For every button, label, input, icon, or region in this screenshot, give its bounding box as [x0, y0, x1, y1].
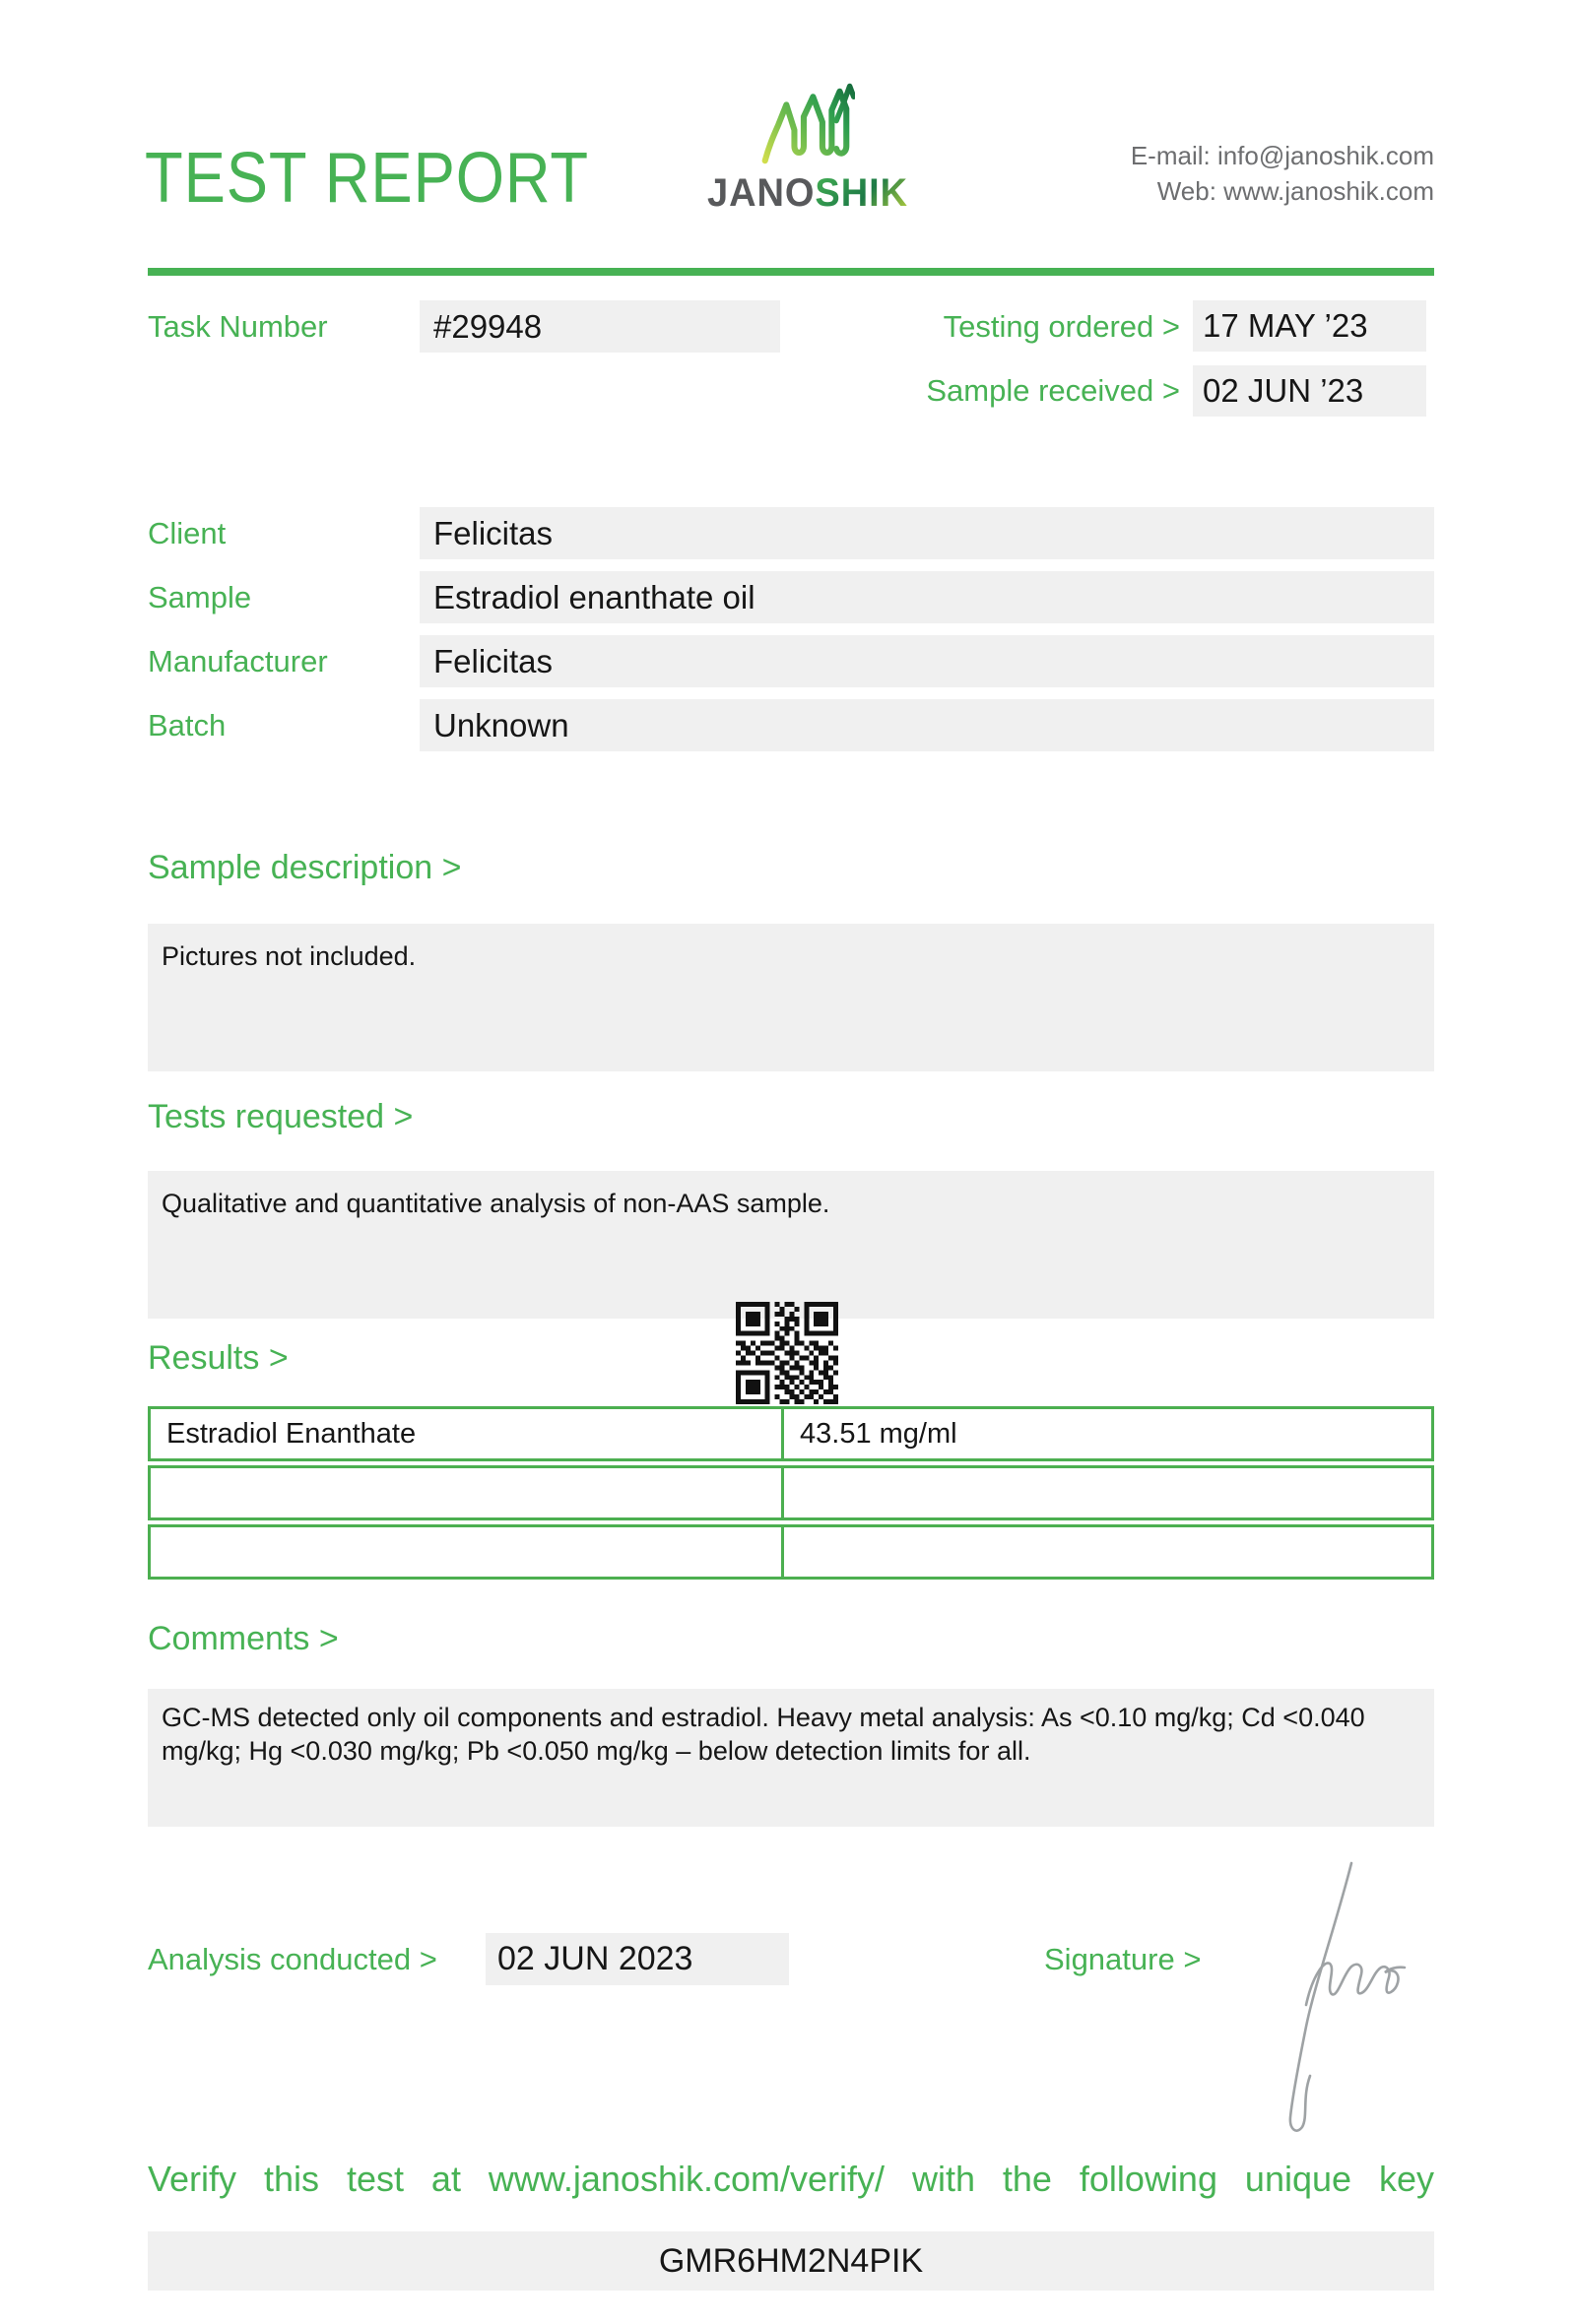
janoshik-wordmark	[687, 171, 930, 216]
verification-key: GMR6HM2N4PIK	[148, 2231, 1434, 2291]
task-number-value: #29948	[420, 300, 780, 353]
signature-scribble	[1249, 1849, 1407, 2145]
batch-label: Batch	[148, 708, 227, 742]
batch-value: Unknown	[420, 699, 1434, 751]
web-line: Web: www.janoshik.com	[1156, 176, 1434, 206]
comments-text: GC-MS detected only oil components and estradiol. Heavy metal analysis: As <0.10 mg/kg; Cd <0.040 mg/kg; Hg <0.030 mg/kg; Pb <0.050 mg/kg – below detection limits for all.	[162, 1703, 1365, 1766]
email-line: E-mail: info@janoshik.com	[1130, 141, 1434, 170]
results-heading: Results >	[148, 1339, 289, 1377]
sample-description-heading: Sample description >	[148, 849, 462, 886]
wordmark-jano: JANO	[707, 171, 816, 215]
sample-description-text: Pictures not included.	[162, 941, 417, 971]
result-analyte	[151, 1527, 784, 1577]
analysis-conducted-date: 02 JUN 2023	[486, 1933, 789, 1985]
sample-received-label: Sample received >	[926, 373, 1180, 408]
result-analyte: Estradiol Enanthate	[151, 1409, 784, 1458]
rising-chart-logo-icon	[760, 81, 855, 167]
verify-instruction: Verify this test at www.janoshik.com/verify/ with the following unique key	[148, 2159, 1434, 2199]
table-row	[148, 1524, 1434, 1580]
tests-requested-box	[148, 1171, 1434, 1319]
result-analyte	[151, 1468, 784, 1517]
result-value: 43.51 mg/ml	[800, 1418, 957, 1450]
signature-label: Signature >	[1044, 1942, 1202, 1976]
result-value	[784, 1527, 1431, 1577]
manufacturer-label: Manufacturer	[148, 644, 328, 678]
testing-ordered-label: Testing ordered >	[943, 309, 1180, 344]
client-label: Client	[148, 516, 227, 550]
tests-requested-text: Qualitative and quantitative analysis of non-AAS sample.	[162, 1189, 830, 1218]
contact-block	[985, 138, 1434, 209]
tests-requested-heading: Tests requested >	[148, 1098, 414, 1135]
result-value	[784, 1468, 1431, 1517]
sample-description-box	[148, 924, 1434, 1071]
results-table	[148, 1406, 1434, 1583]
manufacturer-value: Felicitas	[420, 635, 1434, 687]
table-row	[148, 1465, 1434, 1520]
comments-heading: Comments >	[148, 1620, 339, 1657]
sample-received-value: 02 JUN ’23	[1193, 365, 1426, 417]
table-row	[148, 1406, 1434, 1461]
wordmark-shik: SHIK	[815, 171, 908, 215]
sample-label: Sample	[148, 580, 252, 614]
janoshik-logo	[680, 81, 936, 216]
task-number-label: Task Number	[148, 309, 328, 344]
page-title: TEST REPORT	[145, 139, 589, 218]
comments-box	[148, 1689, 1434, 1827]
testing-ordered-value: 17 MAY ’23	[1193, 300, 1426, 352]
header-divider	[148, 268, 1434, 276]
qr-code	[736, 1302, 838, 1404]
client-value: Felicitas	[420, 507, 1434, 559]
sample-value: Estradiol enanthate oil	[420, 571, 1434, 623]
analysis-conducted-label: Analysis conducted >	[148, 1942, 437, 1976]
